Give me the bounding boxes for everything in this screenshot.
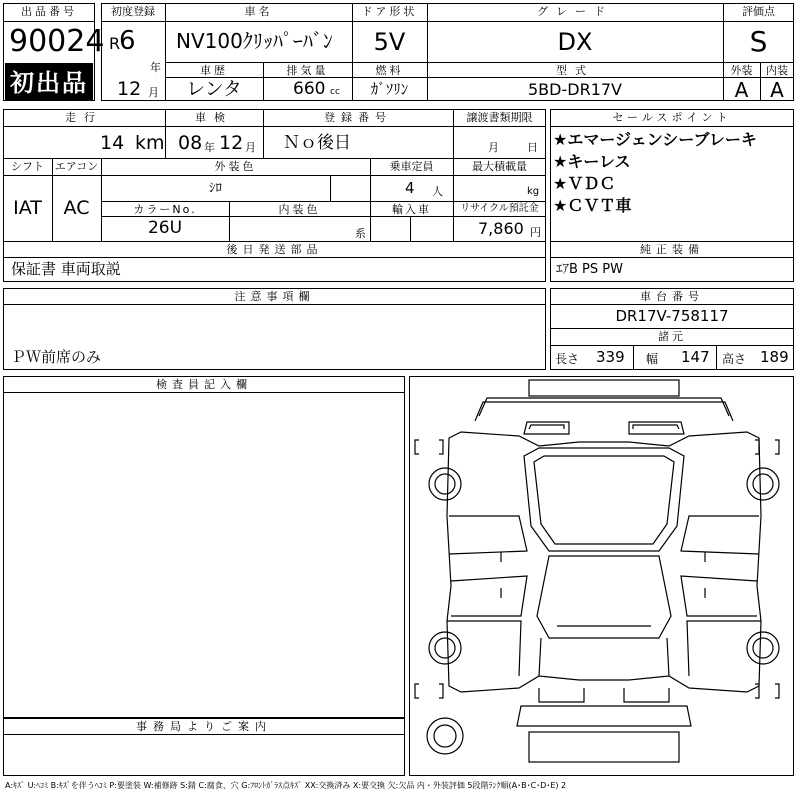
fuel: ｶﾞｿﾘﾝ — [370, 80, 409, 98]
sales-point-item: ★キーレス — [553, 152, 631, 171]
recycle-fee: 7,860 — [478, 219, 524, 238]
mileage-label: 走行 — [65, 111, 103, 124]
sales-points-label: セールスポイント — [612, 111, 732, 124]
shift-label: シフト — [11, 160, 44, 173]
inspection-month-unit: 月 — [245, 141, 256, 154]
recycle-label: リサイクル預託金 — [460, 203, 539, 214]
registration-month: 12 — [117, 78, 142, 100]
door-label: ドア形状 — [361, 5, 418, 18]
displacement-label: 排気量 — [286, 64, 329, 77]
capacity: 4 — [405, 179, 415, 197]
later-parts-label: 後日発送部品 — [226, 243, 323, 256]
height-value: 189 — [760, 348, 789, 366]
displacement-unit: cc — [330, 87, 340, 97]
capacity-label: 乗車定員 — [389, 160, 434, 173]
model-code: 5BD-DR17V — [528, 80, 622, 99]
first-registration-label: 初度登録 — [111, 5, 155, 18]
legend: A:ｷｽﾞ U:ﾍｺﾐ B:ｷｽﾞを伴うﾍｺﾐ P:要塗装 W:補修跡 S:錆 C:腐食、穴 G:ﾌﾛﾝﾄｶﾞﾗｽ点ｷｽﾞ XX:交換済み X:要交換 欠:欠品 内・外装評価 5段階ﾗﾝｸ順(A･B･C･D･E) 2 — [5, 781, 567, 790]
registration-label: 登録番号 — [324, 111, 392, 124]
chassis-label: 車台番号 — [640, 290, 704, 303]
car-diagram — [409, 376, 794, 776]
equipment-value: ｴｱB PS PW — [556, 262, 623, 277]
transfer-month-unit: 月 — [488, 141, 499, 154]
sales-point-item: ★ＶＤＣ — [553, 174, 616, 193]
first-listing-stamp: 初出品 — [5, 63, 93, 101]
interior-label: 内装 — [766, 64, 788, 77]
grade: DX — [557, 28, 593, 56]
displacement: 660 — [293, 79, 326, 99]
capacity-unit: 人 — [432, 185, 443, 198]
exterior-grade: A — [734, 78, 749, 102]
length-label: 長さ — [555, 352, 580, 366]
month-unit: 月 — [148, 86, 159, 99]
inspection-year: 08 — [178, 132, 203, 154]
history-label: 車歴 — [200, 64, 228, 77]
door-type: 5V — [373, 28, 406, 56]
equipment-label: 純正装備 — [640, 243, 704, 256]
height-label: 高さ — [722, 352, 747, 366]
inspector-label: 検査員記入欄 — [156, 378, 252, 391]
lot-number-label: 出品番号 — [21, 5, 77, 18]
interior-grade: A — [770, 78, 784, 102]
office-label: 事務局よりご案内 — [136, 720, 272, 733]
exterior-color: ｼﾛ — [209, 181, 222, 196]
chassis-number: DR17V-758117 — [615, 307, 729, 325]
mileage-unit: km — [135, 132, 165, 154]
transfer-day-unit: 日 — [527, 141, 538, 154]
notes-value: ＰＷ前席のみ — [11, 348, 102, 366]
max-load-unit: kg — [527, 186, 540, 197]
lot-number: 90024 — [9, 24, 105, 59]
transfer-deadline-label: 譲渡書類期限 — [466, 111, 533, 124]
mileage: 14 — [100, 132, 125, 154]
score-label: 評価点 — [742, 5, 775, 18]
width-value: 147 — [681, 348, 710, 366]
year-unit: 年 — [150, 61, 161, 74]
exterior-color-label: 外装色 — [214, 160, 257, 173]
import-label: 輸入車 — [392, 203, 431, 216]
recycle-unit: 円 — [530, 226, 541, 239]
aircon: AC — [63, 197, 90, 219]
history: レンタ — [186, 78, 242, 100]
inspection-label: 車検 — [195, 111, 233, 124]
dimensions-label: 諸元 — [658, 330, 686, 343]
fuel-label: 燃料 — [375, 64, 404, 77]
registration-number: Ｎｏ後日 — [283, 133, 351, 153]
color-no: 26U — [147, 218, 183, 238]
interior-color-unit: 系 — [355, 227, 366, 240]
score: S — [749, 25, 768, 58]
length-value: 339 — [596, 348, 625, 366]
model-label: 型式 — [556, 64, 594, 77]
car-name-label: 車名 — [244, 5, 273, 18]
car-name: NV100ｸﾘｯﾊﾟｰﾊﾞﾝ — [176, 29, 333, 53]
registration-year: 6 — [119, 26, 136, 56]
sales-point-item: ★ＣＶＴ車 — [553, 196, 632, 215]
shift: IAT — [13, 197, 42, 219]
aircon-label: エアコン — [54, 160, 99, 173]
interior-color-label: 内装色 — [278, 203, 321, 216]
inspector-box — [3, 376, 405, 718]
grade-label: グレード — [537, 5, 613, 18]
era: R — [109, 34, 121, 53]
notes-label: 注意事項欄 — [234, 290, 315, 303]
color-no-label: カラーNo. — [133, 203, 197, 216]
exterior-label: 外装 — [730, 64, 753, 77]
inspection-year-unit: 年 — [204, 141, 215, 154]
max-load-label: 最大積載量 — [472, 160, 527, 173]
width-label: 幅 — [646, 352, 659, 366]
later-parts: 保証書 車両取説 — [11, 260, 121, 278]
sales-point-item: ★エマージェンシーブレーキ — [553, 130, 757, 149]
inspection-month: 12 — [219, 132, 244, 154]
